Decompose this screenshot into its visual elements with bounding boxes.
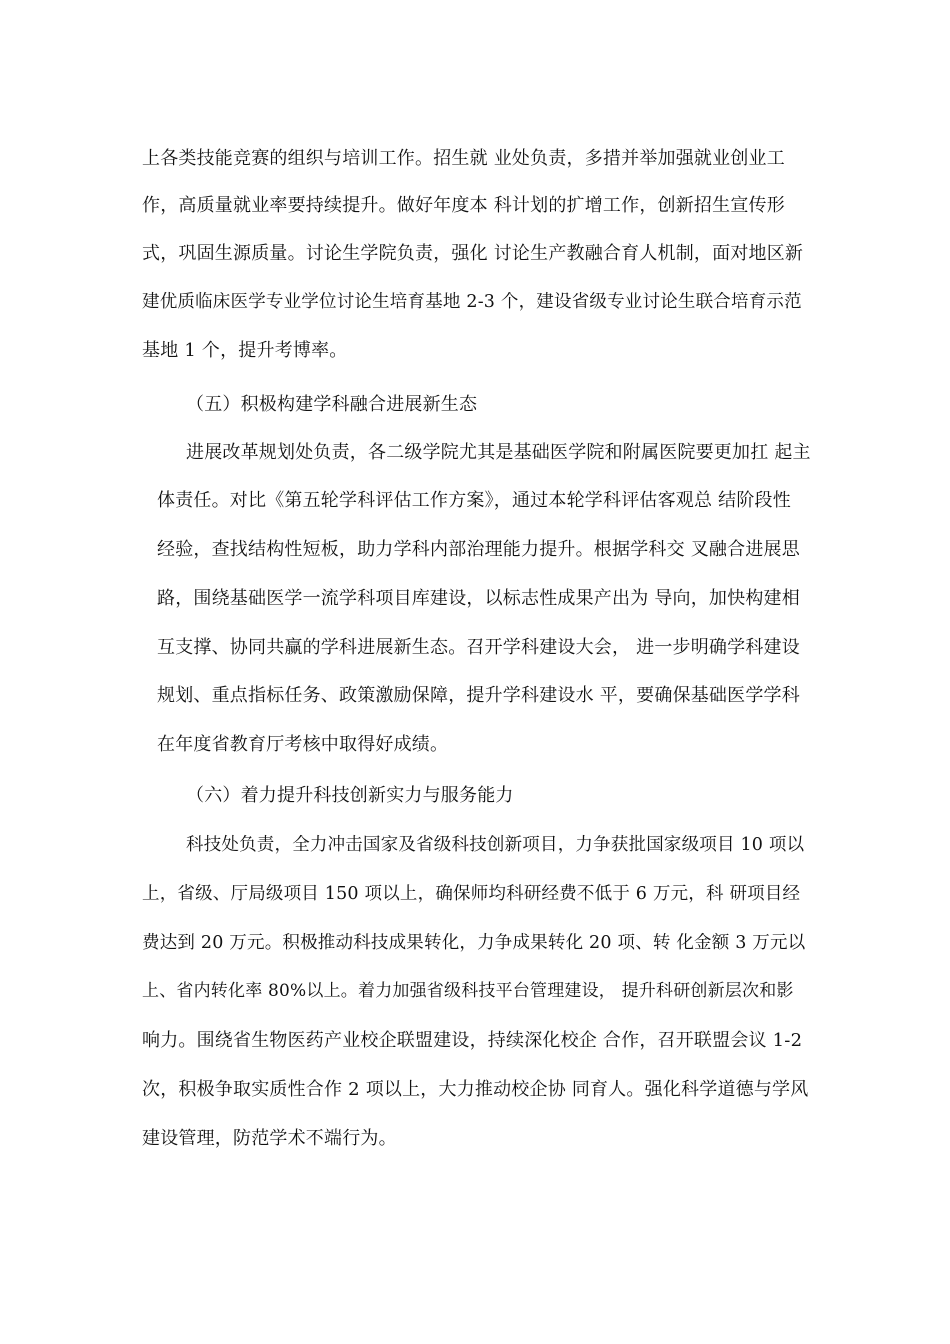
- text-line-16: 上、省内转化率 80%以上。着力加强省级科技平台管理建设， 提升科研创新层次和影: [142, 981, 794, 1001]
- text-line-1: 上各类技能竞赛的组织与培训工作。招生就 业处负责，多措并举加强就业创业工: [142, 148, 785, 169]
- text-line-12: 在年度省教育厅考核中取得好成绩。: [157, 734, 449, 755]
- text-line-15: 费达到 20 万元。积极推动科技成果转化，力争成果转化 20 项、转 化金额 3 万元以: [142, 933, 806, 953]
- text-line-10: 互支撑、协同共赢的学科进展新生态。召开学科建设大会， 进一步明确学科建设: [157, 637, 800, 658]
- text-line-18: 次，积极争取实质性合作 2 项以上，大力推动校企协 同育人。强化科学道德与学风: [142, 1079, 809, 1100]
- section-heading-5: （五）积极构建学科融合进展新生态: [186, 394, 478, 415]
- text-line-17: 响力。围绕省生物医药产业校企联盟建设，持续深化校企 合作，召开联盟会议 1-2: [142, 1030, 803, 1051]
- text-line-2: 作，高质量就业率要持续提升。做好年度本 科计划的扩增工作，创新招生宣传形: [142, 195, 785, 216]
- text-line-8: 经验，查找结构性短板，助力学科内部治理能力提升。根据学科交 叉融合进展思: [157, 539, 800, 560]
- text-line-9: 路，围绕基础医学一流学科项目库建设，以标志性成果产出为 导向，加快构建相: [157, 588, 800, 609]
- text-line-13: 科技处负责，全力冲击国家及省级科技创新项目，力争获批国家级项目 10 项以: [186, 835, 805, 855]
- section-heading-6: （六）着力提升科技创新实力与服务能力: [186, 785, 514, 806]
- text-line-3: 式，巩固生源质量。讨论生学院负责，强化 讨论生产教融合育人机制，面对地区新: [142, 243, 804, 264]
- text-line-6: 进展改革规划处负责，各二级学院尤其是基础医学院和附属医院要更加扛 起主: [186, 442, 811, 463]
- text-line-7: 体责任。对比《第五轮学科评估工作方案》，通过本轮学科评估客观总 结阶段性: [157, 490, 791, 511]
- text-line-5: 基地 1 个，提升考博率。: [142, 340, 348, 361]
- text-line-14: 上，省级、厅局级项目 150 项以上，确保师均科研经费不低于 6 万元，科 研项目经: [142, 884, 801, 904]
- text-line-11: 规划、重点指标任务、政策激励保障，提升学科建设水 平，要确保基础医学学科: [157, 685, 800, 706]
- text-line-4: 建优质临床医学专业学位讨论生培育基地 2-3 个，建设省级专业讨论生联合培育示范: [142, 292, 802, 312]
- text-line-19: 建设管理，防范学术不端行为。: [142, 1128, 397, 1149]
